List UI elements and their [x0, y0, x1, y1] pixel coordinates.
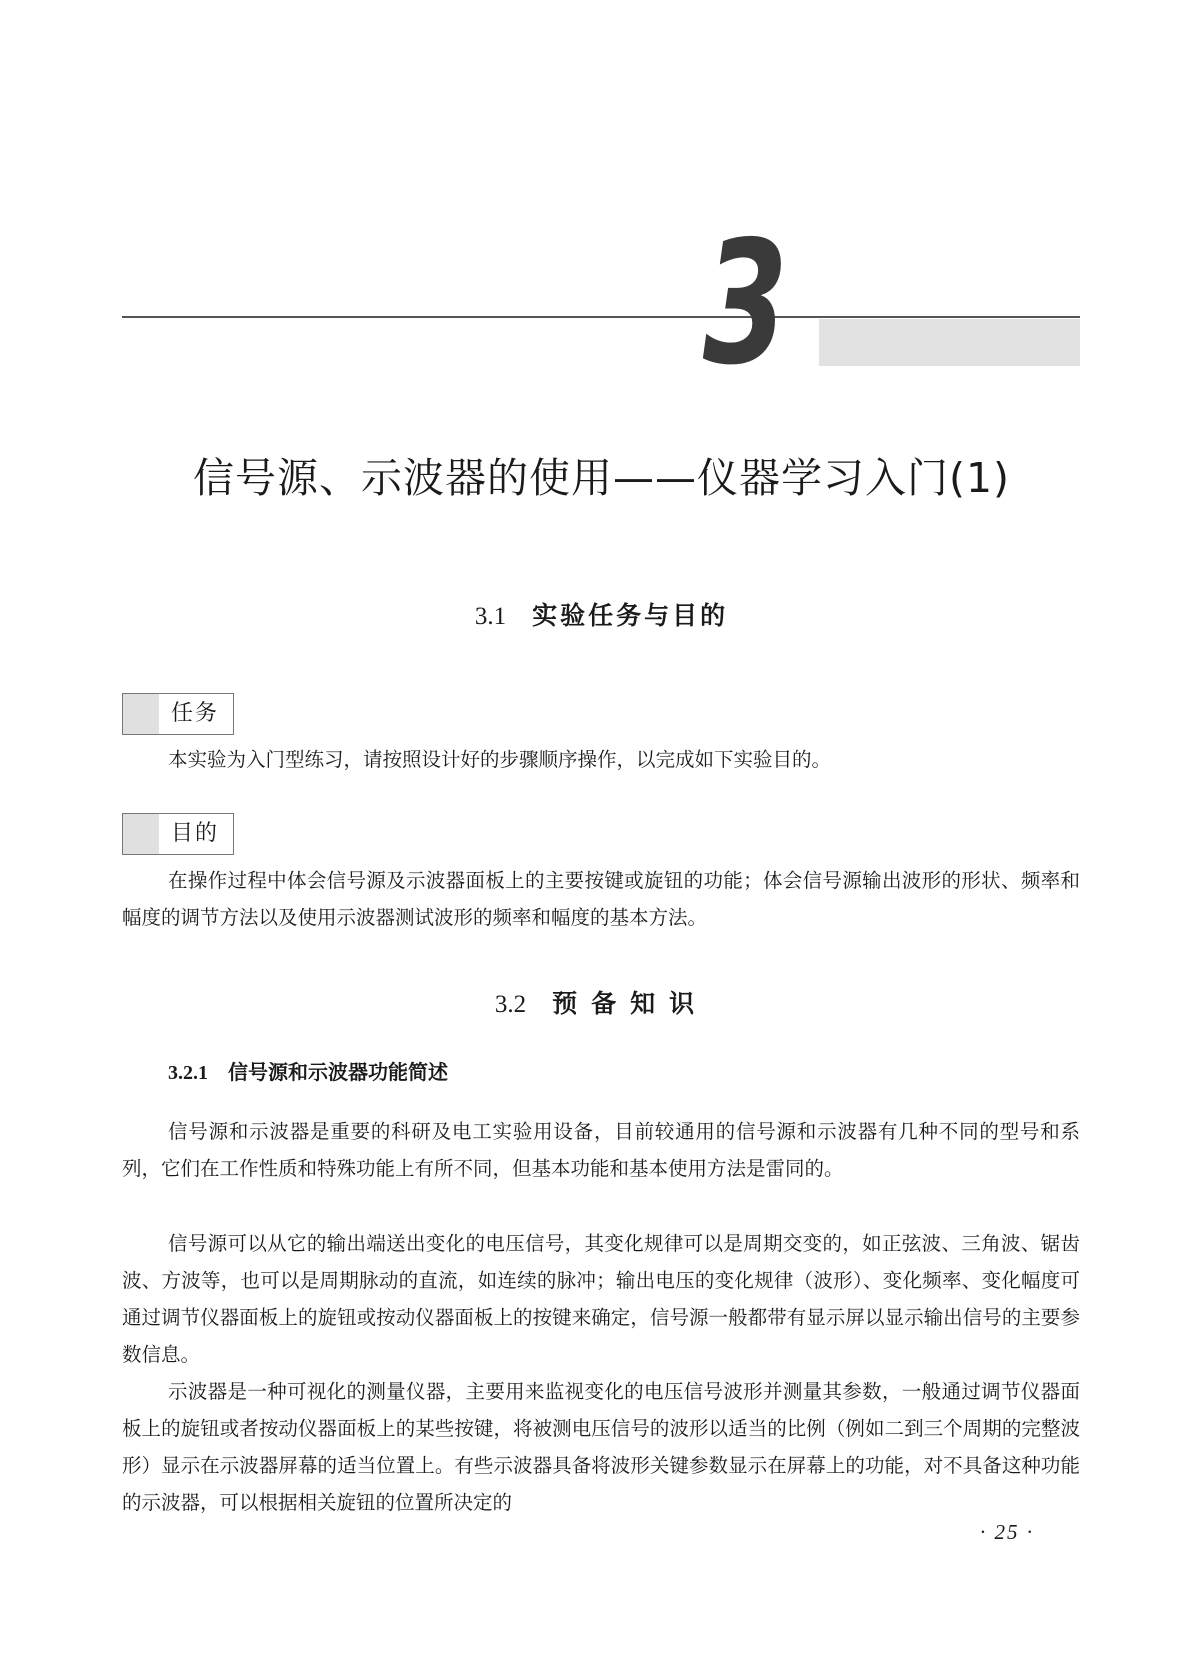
chapter-number-glyph — [700, 232, 820, 372]
body-paragraph: 信号源可以从它的输出端送出变化的电压信号，其变化规律可以是周期交变的，如正弦波、三角波、锯齿波、方波等，也可以是周期脉动的直流，如连续的脉冲；输出电压的变化规律（波形）、变化频率、变化幅度可通过调节仪器面板上的旋钮或按动仪器面板上的按键来确定，信号源一般都带有显示屏以显示输出信号的主要参数信息。 — [122, 1232, 1080, 1366]
section-number: 3.2 — [494, 991, 527, 1018]
goal-label: 目的 — [171, 821, 220, 846]
chapter-rule — [122, 316, 1080, 318]
tag-shade — [123, 814, 159, 854]
task-tag — [122, 693, 234, 735]
chapter-shade-bar — [819, 319, 1080, 366]
subsection-number: 3.2.1 — [168, 1062, 208, 1084]
section-number: 3.1 — [474, 603, 507, 630]
body-paragraph: 信号源和示波器是重要的科研及电工实验用设备，目前较通用的信号源和示波器有几种不同的型号和系列，它们在工作性质和特殊功能上有所不同，但基本功能和基本使用方法是雷同的。 — [122, 1120, 1080, 1180]
goal-tag — [122, 813, 234, 855]
subsection-title: 信号源和示波器功能简述 — [228, 1060, 448, 1084]
page-number: · 25 · — [980, 1520, 1034, 1544]
section-title: 实验任务与目的 — [532, 601, 729, 630]
section-heading-3-1 — [0, 598, 1203, 635]
section-heading-3-2 — [0, 986, 1203, 1023]
task-paragraph: 本实验为入门型练习，请按照设计好的步骤顺序操作，以完成如下实验目的。 — [168, 748, 832, 771]
body-paragraph: 示波器是一种可视化的测量仪器，主要用来监视变化的电压信号波形并测量其参数，一般通过调节仪器面板上的旋钮或者按动仪器面板上的某些按键，将被测电压信号的波形以适当的比例（例如二到三个周期的完整波形）显示在示波器屏幕的适当位置上。有些示波器具备将波形关键参数显示在屏幕上的功能，对不具备这种功能的示波器，可以根据相关旋钮的位置所决定的 — [122, 1380, 1080, 1514]
goal-paragraph: 在操作过程中体会信号源及示波器面板上的主要按键或旋钮的功能；体会信号源输出波形的形状、频率和幅度的调节方法以及使用示波器测试波形的频率和幅度的基本方法。 — [122, 869, 1080, 929]
chapter-title: 信号源、示波器的使用——仪器学习入门(1) — [192, 454, 1011, 502]
subsection-heading-3-2-1 — [168, 1057, 448, 1088]
svg-text:3: 3 — [702, 232, 789, 372]
tag-shade — [123, 694, 159, 734]
section-title: 预备知识 — [552, 989, 709, 1018]
chapter-number — [700, 232, 820, 372]
task-label: 任务 — [171, 701, 220, 726]
